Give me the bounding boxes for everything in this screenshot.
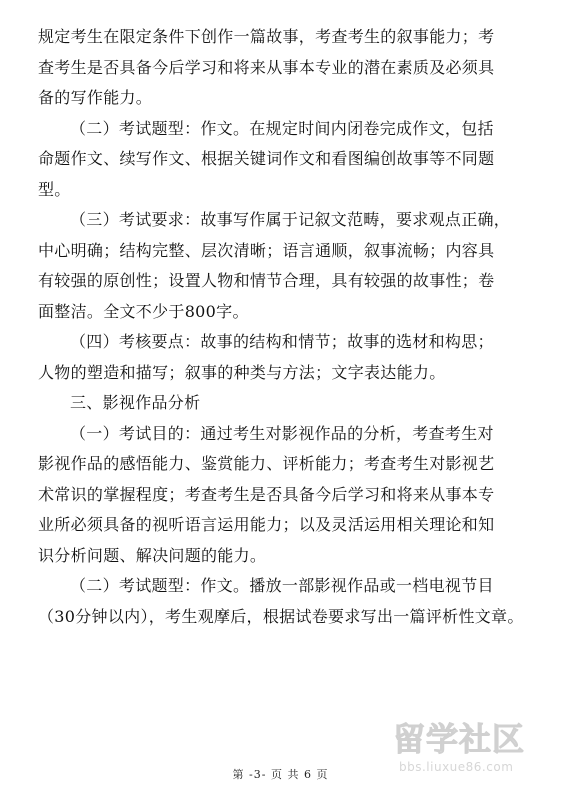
text-line: 有较强的原创性；设置人物和情节合理，具有较强的故事性；卷 — [38, 271, 495, 290]
text-line: 型。 — [38, 179, 71, 199]
watermark-title: 留学社区 — [393, 720, 526, 758]
text-line: 备的写作能力。 — [38, 88, 153, 107]
document-body — [38, 22, 530, 632]
text-line: 识分析问题、解决问题的能力。 — [38, 545, 267, 565]
text-line: 影视作品的感悟能力、鉴赏能力、评析能力；考查考生对影视艺 — [38, 454, 495, 473]
text-line: 规定考生在限定条件下创作一篇故事，考查考生的叙事能力；考 — [38, 27, 495, 46]
watermark-url: bbs.liuxue86.com — [399, 760, 514, 774]
paragraph-start-line: （三）考试要求：故事写作属于记叙文范畴，要求观点正确， — [70, 210, 511, 229]
text-line: 人物的塑造和描写；叙事的种类与方法；文字表达能力。 — [38, 362, 446, 382]
text-line: 查考生是否具备今后学习和将来从事本专业的潜在素质及必须具 — [38, 57, 495, 77]
text-line: 命题作文、续写作文、根据关键词作文和看图编创故事等不同题 — [38, 149, 495, 168]
paragraph-start-line: （一）考试目的：通过考生对影视作品的分析，考查考生对 — [70, 423, 494, 443]
text-line: 术常识的掌握程度；考查考生是否具备今后学习和将来从事本专 — [38, 484, 495, 504]
text-line: 业所必须具备的视听语言运用能力；以及灵活运用相关理论和知 — [38, 515, 495, 534]
section-heading: 三、影视作品分析 — [70, 393, 201, 412]
text-line: 面整洁。全文不少于800字。 — [38, 301, 249, 321]
text-line: 中心明确；结构完整、层次清晰；语言通顺，叙事流畅；内容具 — [38, 240, 495, 260]
text-line: （30分钟以内），考生观摩后，根据试卷要求写出一篇评析性文章。 — [38, 606, 524, 626]
paragraph-start-line: （四）考核要点：故事的结构和情节；故事的选材和构思； — [70, 332, 494, 351]
paragraph-start-line: （二）考试题型：作文。在规定时间内闭卷完成作文，包括 — [70, 118, 494, 138]
paragraph-start-line: （二）考试题型：作文。播放一部影视作品或一档电视节目 — [70, 576, 494, 595]
page-number-footer: 第 -3- 页 共 6 页 — [232, 768, 329, 781]
